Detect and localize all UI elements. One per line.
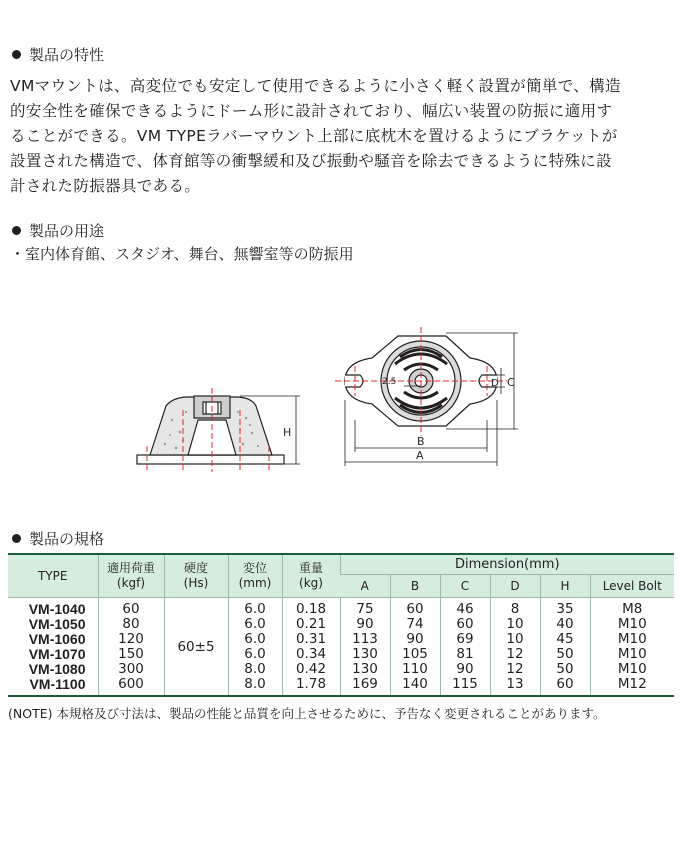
header-a: A <box>340 575 390 598</box>
dimension-b-label: B <box>417 435 425 448</box>
side-view-drawing <box>137 396 284 464</box>
header-dimension: Dimension(mm) <box>340 554 674 575</box>
dimension-h-column: 35 40 45 50 50 60 <box>540 598 590 697</box>
spec-heading <box>12 530 104 548</box>
dimension-c-label: C <box>507 376 515 389</box>
table-cell-type: VM-1060 <box>28 631 86 647</box>
table-cell-type: VM-1050 <box>28 616 86 632</box>
features-title: 製品の特性 <box>29 46 105 64</box>
dimension-d-column: 8 10 10 12 12 13 <box>490 598 540 697</box>
dimension-c-column: 46 60 69 81 90 115 <box>440 598 490 697</box>
load-column: 60 80 120 150 300 600 <box>98 598 164 697</box>
dimension-b-column: 60 74 90 105 110 140 <box>390 598 440 697</box>
table-body-row <box>8 598 674 697</box>
weight-column: 0.18 0.21 0.31 0.34 0.42 1.78 <box>282 598 340 697</box>
hardness-cell: 60±5 <box>164 598 228 697</box>
bullet-dot-icon <box>12 226 21 235</box>
header-c: C <box>440 575 490 598</box>
features-line: 的安全性を確保できるようにドーム形に設計されており、幅広い装置の防振に適用す <box>10 102 613 120</box>
type-column <box>8 598 98 697</box>
table-cell-type: VM-1040 <box>28 601 86 617</box>
dimension-a-column: 75 90 113 130 130 169 <box>340 598 390 697</box>
level-bolt-column: M8 M10 M10 M10 M10 M12 <box>590 598 674 697</box>
product-drawing <box>0 320 680 480</box>
header-displacement: 変位 (mm) <box>228 554 282 598</box>
table-cell-type: VM-1070 <box>28 646 86 662</box>
dimension-d-label: D <box>491 378 499 389</box>
header-type: TYPE <box>8 554 98 598</box>
header-b: B <box>390 575 440 598</box>
header-d: D <box>490 575 540 598</box>
features-heading <box>12 46 104 64</box>
bullet-dot-icon <box>12 534 21 543</box>
header-load: 適用荷重 (kgf) <box>98 554 164 598</box>
header-level-bolt: Level Bolt <box>590 575 674 598</box>
features-line: 設置された構造で、体育館等の衝撃緩和及び振動や騒音を除去できるように特殊に設 <box>10 152 612 170</box>
table-cell-type: VM-1080 <box>28 661 86 677</box>
features-line: ることができる。VM TYPEラバーマウント上部に底枕木を置けるようにブラケットが <box>10 127 618 145</box>
header-h: H <box>540 575 590 598</box>
usage-text: ・室内体育館、スタジオ、舞台、無響室等の防振用 <box>10 245 354 263</box>
header-hardness: 硬度 (Hs) <box>164 554 228 598</box>
footnote: (NOTE) 本規格及び寸法は、製品の性能と品質を向上させるために、予告なく変更されることがあります。 <box>8 706 606 721</box>
displacement-column: 6.0 6.0 6.0 6.0 8.0 8.0 <box>228 598 282 697</box>
features-line: VMマウントは、高変位でも安定して使用できるように小さく軽く設置が簡単で、構造 <box>10 77 621 95</box>
spec-table <box>8 553 674 697</box>
features-paragraph <box>10 74 674 199</box>
table-cell-type: VM-1100 <box>29 676 86 692</box>
dimension-h-label: H <box>283 426 292 439</box>
usage-title: 製品の用途 <box>29 222 105 240</box>
spec-title: 製品の規格 <box>29 530 105 548</box>
dimension-thread-label: 2.5 <box>382 377 397 387</box>
usage-heading <box>12 222 104 240</box>
bullet-dot-icon <box>12 50 21 59</box>
features-line: 計された防振器具である。 <box>10 177 201 195</box>
dimension-a-label: A <box>416 449 424 462</box>
header-weight: 重量 (kg) <box>282 554 340 598</box>
